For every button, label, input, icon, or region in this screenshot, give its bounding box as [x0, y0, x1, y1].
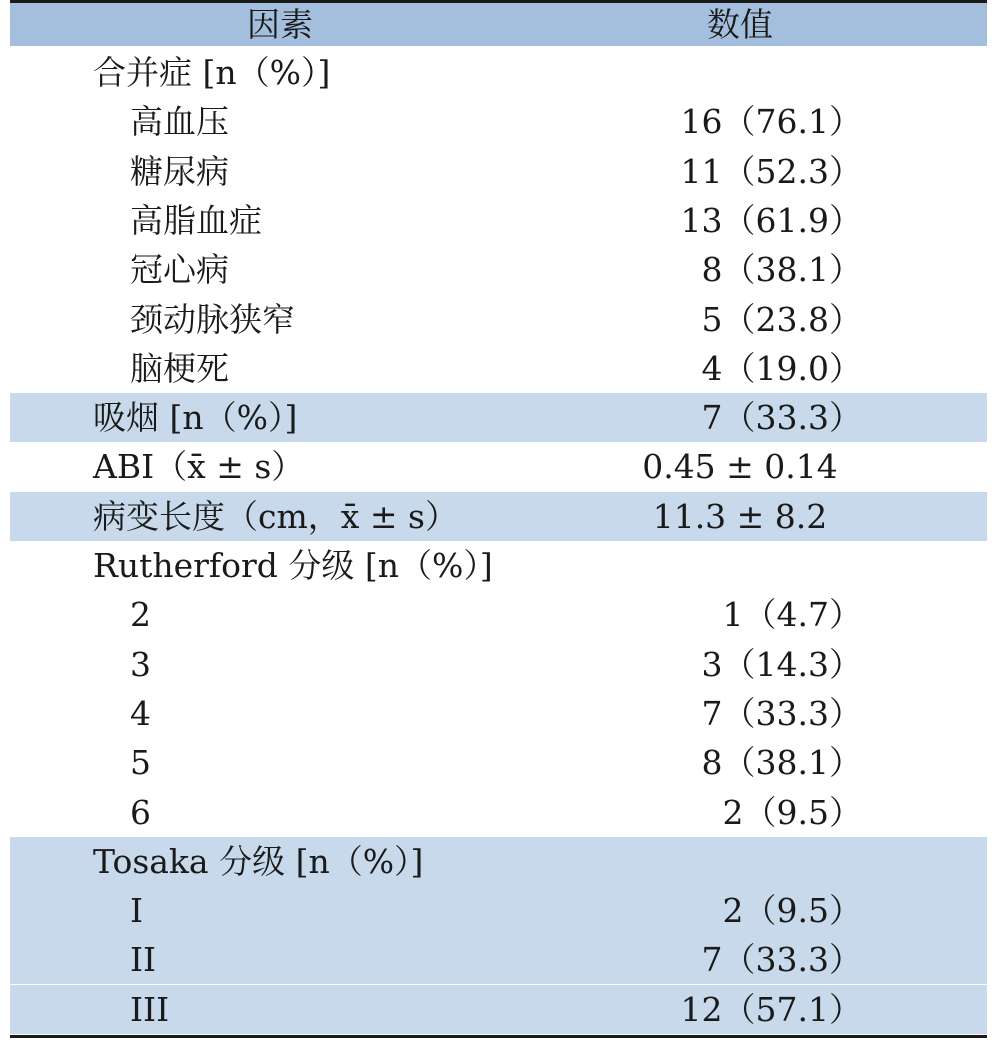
row-value: 1（4.7） — [722, 595, 862, 635]
row-factor: 颈动脉狭窄 — [130, 299, 295, 339]
header-value: 数值 — [707, 5, 773, 44]
row-value — [550, 837, 862, 886]
table-bottom-rule — [10, 1035, 987, 1038]
row-factor: 冠心病 — [130, 250, 229, 290]
row-factor: 高脂血症 — [130, 200, 262, 240]
row-value: 11.3 ± 8.2 — [652, 496, 828, 536]
row-factor: 6 — [130, 792, 151, 832]
row-factor: 2 — [130, 595, 151, 635]
table-header — [10, 3, 987, 46]
row-value: 8（38.1） — [701, 743, 862, 783]
row-factor: 4 — [130, 693, 151, 733]
header-factor: 因素 — [247, 5, 313, 44]
row-factor: 3 — [130, 644, 151, 684]
row-value: 5（23.8） — [701, 299, 862, 339]
table-row — [10, 985, 987, 1034]
row-value: 8（38.1） — [701, 250, 862, 290]
row-value: 4（19.0） — [701, 348, 862, 388]
row-value: 2（9.5） — [722, 891, 862, 931]
row-value: 12（57.1） — [680, 989, 862, 1029]
table-row — [10, 295, 987, 344]
table-row — [10, 147, 987, 196]
row-factor: Rutherford 分级 [n（%）] — [93, 546, 493, 585]
row-factor: 5 — [130, 743, 151, 783]
row-factor: 病变长度（cm，x̄ ± s） — [93, 496, 458, 536]
row-factor: III — [130, 989, 170, 1029]
table-row — [10, 492, 987, 541]
table-row — [10, 541, 987, 590]
row-value — [550, 541, 862, 590]
row-factor: 糖尿病 — [130, 151, 229, 191]
table-row — [10, 393, 987, 442]
row-value: 16（76.1） — [680, 102, 862, 142]
row-factor: 脑梗死 — [130, 348, 229, 388]
table-row — [10, 640, 987, 689]
row-factor: 高血压 — [130, 102, 229, 142]
table-row — [10, 935, 987, 984]
table-row — [10, 344, 987, 393]
table-row — [10, 738, 987, 787]
table-row — [10, 196, 987, 245]
row-factor: ABI（x̄ ± s） — [93, 447, 305, 487]
row-factor: 合并症 [n（%）] — [93, 53, 331, 92]
table-row — [10, 442, 987, 491]
row-value: 2（9.5） — [722, 792, 862, 832]
row-value: 11（52.3） — [680, 151, 862, 191]
row-factor: I — [130, 891, 144, 931]
row-factor: 吸烟 [n（%）] — [93, 398, 298, 438]
table-row — [10, 48, 987, 97]
row-value: 3（14.3） — [701, 644, 862, 684]
table-row — [10, 97, 987, 146]
row-value: 7（33.3） — [701, 398, 862, 438]
table-row — [10, 788, 987, 837]
row-value: 13（61.9） — [680, 200, 862, 240]
row-factor: Tosaka 分级 [n（%）] — [93, 841, 424, 881]
table-row — [10, 886, 987, 935]
row-value — [550, 48, 862, 97]
row-value: 7（33.3） — [701, 940, 862, 980]
table-row — [10, 590, 987, 639]
row-value: 0.45 ± 0.14 — [642, 447, 838, 487]
table-row — [10, 689, 987, 738]
row-factor: II — [130, 940, 157, 980]
row-value: 7（33.3） — [701, 693, 862, 733]
table-row — [10, 837, 987, 886]
table-row — [10, 245, 987, 294]
